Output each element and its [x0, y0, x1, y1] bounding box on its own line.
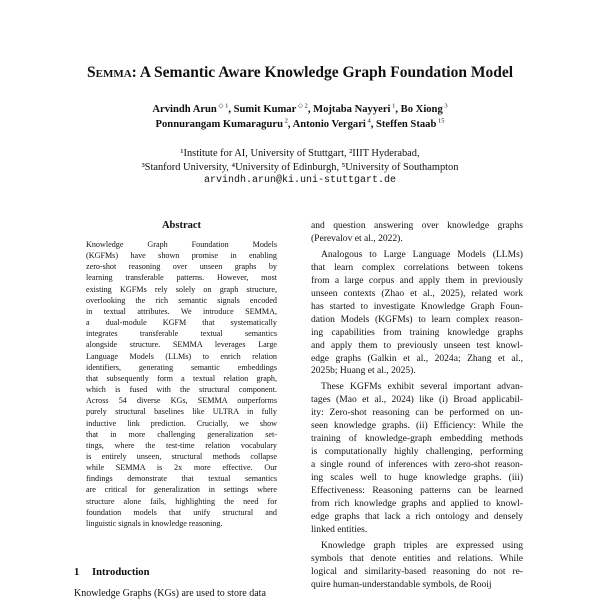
abstract-line: in textual attributes. We introduce SEMMA,: [86, 306, 277, 316]
abstract-line: alongside structure. SEMMA leverages Large: [86, 340, 277, 350]
abstract-line: learning transferable patterns. However, most: [86, 273, 277, 283]
author-affiliation-mark: 1: [390, 102, 396, 110]
abstract-line: is entirely unseen, structural methods collapse: [86, 451, 277, 461]
abstract-line: (KGFMs) have shown promise in enabling: [86, 251, 277, 261]
author-name: Bo Xiong: [400, 104, 443, 115]
paragraph-line: logical and similarity-based reasoning do not re-: [311, 565, 523, 577]
paper-title: [0, 64, 600, 82]
paragraph-line: ing scales well to huge knowledge graphs. (iii): [311, 472, 523, 484]
paragraph-line: linked entities.: [311, 523, 368, 535]
author-affiliation-mark: ◇ 1: [216, 102, 229, 110]
paragraph-line: ity: Zero-shot reasoning can be performed on un-: [311, 407, 523, 419]
affiliation-line-1: ¹Institute for AI, University of Stuttgart, ²IIIT Hyderabad,: [180, 148, 420, 159]
author-affiliation-mark: 15: [436, 117, 445, 125]
abstract-line: tings, where the test-time relation vocabulary: [86, 440, 277, 450]
author-name: Mojtaba Nayyeri: [313, 104, 391, 115]
affiliation-line-2: ³Stanford University, ⁴University of Edinburgh, ⁵University of Southampton: [141, 161, 459, 173]
paragraph: [311, 249, 523, 379]
author-name: Sumit Kumar: [233, 104, 297, 115]
author-affiliation-mark: 2: [282, 117, 288, 125]
paragraph-line: 2025b; Huang et al., 2025).: [311, 365, 416, 377]
paragraph-line: edge graphs (Galkin et al., 2024a; Zhang et al.,: [311, 352, 523, 364]
abstract-line: that subsequently form a textual relation graph,: [86, 373, 277, 383]
paragraph-line: Knowledge graph triples are expressed using: [321, 539, 523, 551]
author-affiliation-mark: 4: [365, 117, 371, 125]
paragraph-line: that learn complex correlations between tokens: [311, 261, 523, 273]
abstract-body: [86, 239, 277, 529]
right-column-body: [311, 220, 523, 595]
author-name: Antonio Vergari: [292, 119, 366, 130]
paragraph-line: Effectiveness: Reasoning patterns can be learned: [311, 485, 523, 497]
paragraph-line: symbols that denote entities and relations. While: [311, 552, 523, 564]
paragraph: [311, 220, 523, 246]
paragraph-line: quire human-understandable symbols, de Rooij: [311, 578, 492, 590]
paragraph: [311, 381, 523, 536]
author-name: Steffen Staab: [376, 119, 437, 130]
abstract-line: zero-shot reasoning over unseen graphs by: [86, 262, 277, 272]
abstract-line: identifiers, generating semantic embeddings: [86, 362, 277, 372]
paragraph-line: is computationally highly challenging, performing: [311, 446, 523, 458]
section-number: 1: [74, 567, 80, 578]
section-heading: [74, 567, 150, 578]
abstract-line: Knowledge Graph Foundation Models: [86, 240, 277, 249]
paragraph-line: a single round of inferences with zero-shot reason-: [311, 459, 523, 471]
author-line-2: Ponnurangam Kumaraguru $^2$, Antonio Vergari $^4$, Steffen Staab $^{15}$: [155, 117, 445, 130]
paragraph-line: (Perevalov et al., 2022).: [311, 232, 403, 244]
abstract-line: purely structural baselines like ULTRA in fully: [86, 407, 277, 417]
paragraph-line: from a large corpus and apply them in previously: [311, 274, 523, 286]
section-title: Introduction: [92, 567, 150, 578]
author-affiliation-mark: ◇ 2: [296, 102, 308, 110]
author-affiliation-mark: 3: [442, 102, 448, 110]
abstract-line: inductive link prediction. Crucially, we show: [86, 418, 277, 428]
author-list: [0, 102, 600, 132]
paragraph-line: ing capabilities from training knowledge graphs: [311, 326, 523, 338]
abstract-line: existing KGFMs rely solely on graph structure,: [86, 284, 277, 294]
abstract-line: that in more challenging generalization set-: [86, 429, 277, 439]
abstract-line: structure alone fails, highlighting the need for: [86, 496, 277, 506]
paragraph-line: and question answering over knowledge graphs: [311, 220, 523, 231]
abstract-line: integrates transferable textual semantics: [86, 329, 277, 339]
paragraph-line: edge graphs that lack a rich ontology and densely: [311, 510, 523, 522]
paragraph-line: unseen contexts (Zhao et al., 2025), related work: [311, 287, 523, 299]
paragraph-line: has started to investigate Knowledge Graph Foun-: [311, 300, 523, 312]
paragraph-line: Analogous to Large Language Models (LLMs): [321, 248, 523, 260]
abstract-line: linguistic signals in knowledge reasoning.: [86, 518, 223, 528]
abstract-line: are critical for generalization in settings where: [86, 485, 277, 495]
abstract-line: which is fused with the structural component.: [86, 385, 277, 395]
title-rest: : A Semantic Aware Knowledge Graph Foundation Model: [131, 64, 514, 81]
title-model-name: Semma: [86, 64, 132, 81]
affiliations: [0, 147, 600, 188]
paragraph: [311, 540, 523, 592]
paragraph-line: These KGFMs exhibit several important advan-: [321, 381, 523, 393]
paragraph-line: seen knowledge graphs. (ii) Efficiency: While the: [311, 420, 523, 432]
abstract-line: a dual-module KGFM that systematically: [86, 318, 277, 328]
abstract-line: Language Models (LLMs) to enrich relation: [86, 351, 277, 361]
paragraph-line: training of knowledge-graph embedding methods: [311, 433, 523, 445]
abstract-line: findings demonstrate that textual semantics: [86, 474, 277, 484]
abstract-line: overlooking the rich semantic signals encoded: [86, 295, 277, 305]
abstract-heading: Abstract: [161, 220, 202, 231]
author-name: Ponnurangam Kumaraguru: [155, 119, 283, 130]
intro-first-line: Knowledge Graphs (KGs) are used to store data: [74, 588, 266, 599]
paragraph-line: dation Models (KGFMs) to learn complex reason-: [311, 313, 523, 325]
abstract-line: while SEMMA is 2x more effective. Our: [86, 463, 277, 473]
author-name: Arvindh Arun: [152, 104, 217, 115]
contact-email[interactable]: arvindh.arun@ki.uni-stuttgart.de: [203, 175, 397, 186]
paragraph-line: tages (Mao et al., 2024) like (i) Broad applicabil-: [311, 394, 523, 406]
abstract-line: Across 54 diverse KGs, SEMMA outperforms: [86, 396, 277, 406]
abstract-line: foundation models that unify structural and: [86, 507, 277, 517]
paragraph-line: and apply them to previously unseen test knowl-: [311, 339, 523, 351]
author-line-1: Arvindh Arun $^{◇ 1}$, Sumit Kumar $^{◇ 2}$, Mojtaba Nayyeri $^1$, Bo Xiong $^3$: [152, 102, 448, 115]
paragraph-line: from rich knowledge graphs and applied to knowl-: [311, 498, 523, 510]
